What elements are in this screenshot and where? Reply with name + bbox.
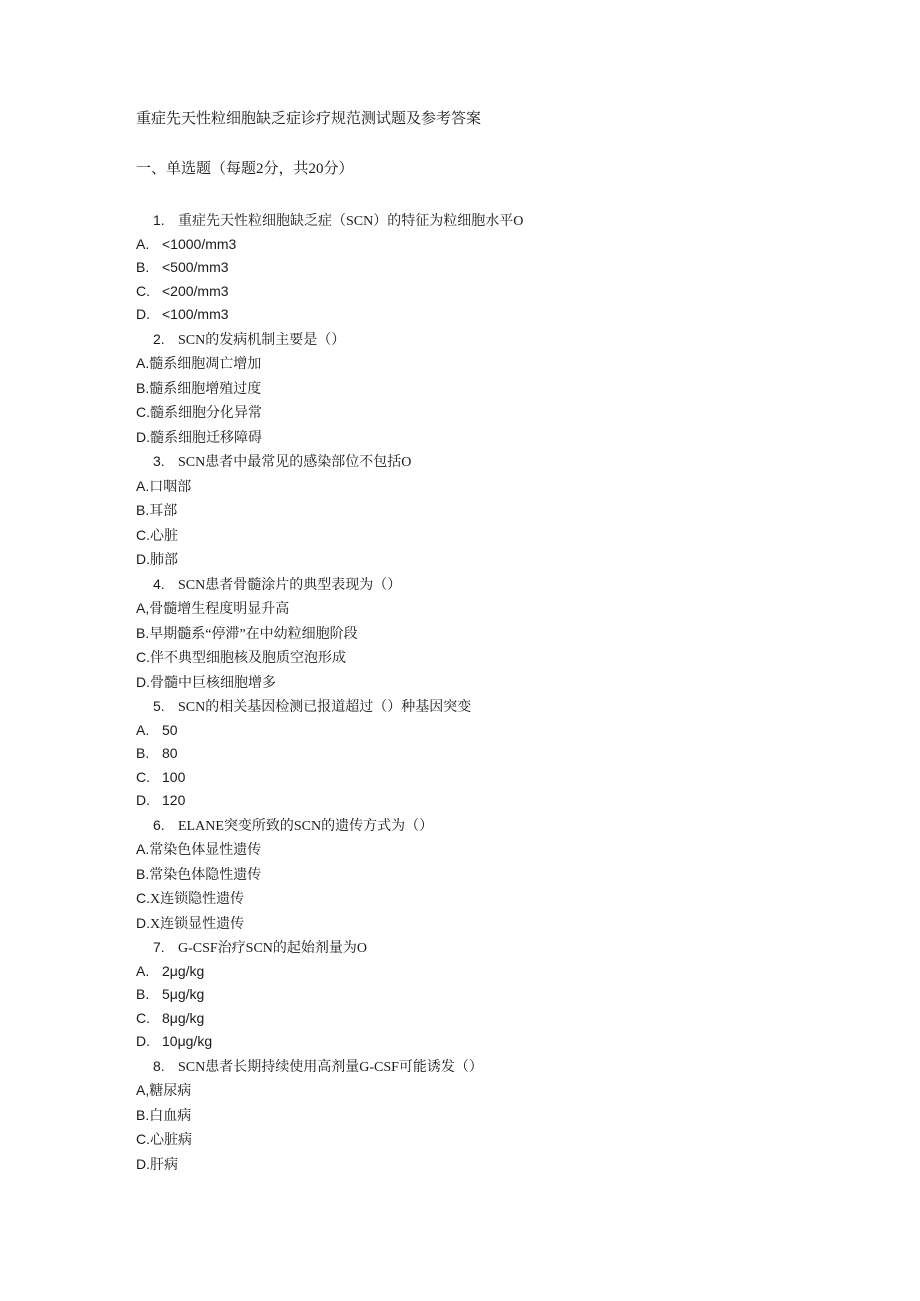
option-letter: D. (136, 306, 150, 322)
option-d (136, 303, 776, 327)
option-b (136, 621, 776, 646)
option-a (136, 596, 776, 621)
question-1 (136, 208, 776, 327)
option-text: 80 (162, 745, 178, 761)
option-d (136, 911, 776, 936)
option-a (136, 1078, 776, 1103)
option-d (136, 789, 776, 813)
question-text: SCN患者骨髓涂片的典型表现为（） (178, 577, 402, 593)
question-8 (136, 1054, 776, 1177)
option-a (136, 351, 776, 376)
question-text: G-CSF治疗SCN的起始剂量为O (178, 941, 368, 956)
option-text: 耳部 (149, 504, 178, 519)
option-b (136, 742, 776, 766)
question-text: 重症先天性粒细胞缺乏症（SCN）的特征为粒细胞水平O (178, 214, 524, 229)
option-c (136, 1007, 776, 1031)
question-7 (136, 935, 776, 1054)
question-number: 5. (153, 698, 165, 714)
option-text: 2μg/kg (162, 962, 205, 979)
option-text: <200/mm3 (162, 282, 229, 299)
option-a (136, 474, 776, 499)
question-text: SCN患者长期持续使用高剂量G-CSF可能诱发（） (178, 1059, 483, 1075)
question-number: 7. (153, 939, 165, 955)
option-text: 10μg/kg (162, 1033, 213, 1049)
option-d (136, 670, 776, 695)
option-text: 常染色体显性遗传 (149, 843, 262, 858)
question-stem (136, 327, 776, 352)
option-c (136, 766, 776, 790)
option-text: 常染色体隐性遗传 (149, 867, 262, 883)
option-a (136, 233, 776, 257)
option-text: 口咽部 (149, 479, 192, 495)
question-stem (136, 449, 776, 474)
option-d (136, 547, 776, 572)
option-letter: C. (136, 282, 150, 299)
option-letter: D. (136, 428, 150, 445)
option-text: 髓系细胞分化异常 (150, 406, 262, 421)
question-list (136, 208, 776, 1176)
option-b (136, 256, 776, 280)
option-d (136, 1030, 776, 1054)
question-5 (136, 694, 776, 813)
option-text: 心脏病 (150, 1133, 192, 1148)
option-letter: A. (136, 721, 150, 738)
option-letter: D. (136, 551, 150, 567)
option-b (136, 862, 776, 887)
option-text: 髓系细胞迁移障碍 (150, 430, 262, 446)
option-letter: C. (136, 649, 150, 665)
option-letter: C. (136, 1009, 150, 1026)
option-d (136, 1152, 776, 1177)
option-letter: A, (136, 1082, 150, 1098)
question-number: 3. (153, 453, 165, 469)
option-text: X连锁显性遗传 (150, 916, 245, 932)
option-text: 糖尿病 (149, 1084, 192, 1099)
option-letter: B. (136, 502, 150, 518)
option-text: <1000/mm3 (162, 235, 237, 252)
question-2 (136, 327, 776, 450)
option-letter: B. (136, 624, 150, 641)
option-letter: B. (136, 865, 150, 882)
option-letter: D. (136, 914, 150, 931)
option-b (136, 983, 776, 1007)
option-letter: D. (136, 1033, 150, 1049)
option-letter: B. (136, 986, 150, 1002)
option-b (136, 1103, 776, 1128)
option-text: 白血病 (149, 1108, 192, 1124)
question-text: SCN的发病机制主要是（） (178, 332, 346, 348)
option-letter: B. (136, 379, 150, 396)
option-text: <500/mm3 (162, 259, 229, 275)
option-letter: B. (136, 745, 150, 761)
option-b (136, 376, 776, 401)
question-number: 2. (153, 330, 165, 347)
option-letter: B. (136, 1106, 150, 1123)
option-c (136, 645, 776, 670)
option-text: 髓系细胞凋亡增加 (149, 357, 262, 372)
option-letter: B. (136, 259, 150, 275)
question-number: 1. (153, 212, 165, 228)
option-letter: D. (136, 673, 150, 690)
document-title: 重症先天性粒细胞缺乏症诊疗规范测试题及参考答案 (136, 111, 482, 127)
option-text: 100 (162, 768, 186, 785)
option-c (136, 400, 776, 425)
option-c (136, 523, 776, 548)
option-letter: C. (136, 768, 150, 785)
option-text: 早期髓系“停滞”在中幼粒细胞阶段 (149, 626, 358, 642)
question-stem (136, 813, 776, 838)
option-letter: C. (136, 890, 150, 906)
option-letter: A. (136, 477, 150, 494)
option-letter: A. (136, 235, 150, 252)
option-letter: C. (136, 526, 150, 543)
option-letter: D. (136, 1155, 150, 1172)
question-text: ELANE突变所致的SCN的遗传方式为（） (178, 818, 434, 834)
option-text: 心脏 (150, 528, 178, 544)
question-number: 6. (153, 816, 165, 833)
option-c (136, 1127, 776, 1152)
option-letter: A, (136, 600, 150, 616)
option-letter: A. (136, 841, 150, 857)
question-stem (136, 572, 776, 597)
option-a (136, 960, 776, 984)
question-6 (136, 813, 776, 936)
option-text: 8μg/kg (162, 1009, 205, 1026)
option-letter: D. (136, 792, 150, 808)
question-stem (136, 935, 776, 960)
question-stem (136, 1054, 776, 1079)
option-text: 50 (162, 721, 178, 738)
option-text: X连锁隐性遗传 (150, 892, 245, 907)
option-text: 髓系细胞增殖过度 (149, 381, 262, 397)
option-a (136, 719, 776, 743)
option-letter: A. (136, 355, 150, 371)
option-d (136, 425, 776, 450)
option-text: 伴不典型细胞核及胞质空泡形成 (150, 651, 346, 666)
option-letter: A. (136, 962, 150, 979)
option-c (136, 886, 776, 911)
option-text: <100/mm3 (162, 306, 229, 322)
question-text: SCN患者中最常见的感染部位不包括O (178, 455, 412, 470)
question-3 (136, 449, 776, 572)
option-b (136, 498, 776, 523)
question-4 (136, 572, 776, 695)
option-c (136, 280, 776, 304)
option-text: 120 (162, 792, 186, 808)
option-text: 骨髓中巨核细胞增多 (150, 675, 276, 691)
option-text: 肺部 (150, 553, 178, 568)
option-a (136, 837, 776, 862)
question-number: 4. (153, 575, 165, 592)
option-text: 5μg/kg (162, 986, 205, 1002)
section-heading: 一、单选题（每题2分，共20分） (136, 161, 354, 177)
option-text: 肝病 (150, 1157, 178, 1173)
question-text: SCN的相关基因检测已报道超过（）种基因突变 (178, 700, 472, 715)
question-stem (136, 694, 776, 719)
option-letter: C. (136, 404, 150, 420)
option-letter: C. (136, 1131, 150, 1147)
question-number: 8. (153, 1057, 165, 1074)
option-text: 骨髓增生程度明显升高 (149, 602, 290, 617)
question-stem (136, 208, 776, 233)
